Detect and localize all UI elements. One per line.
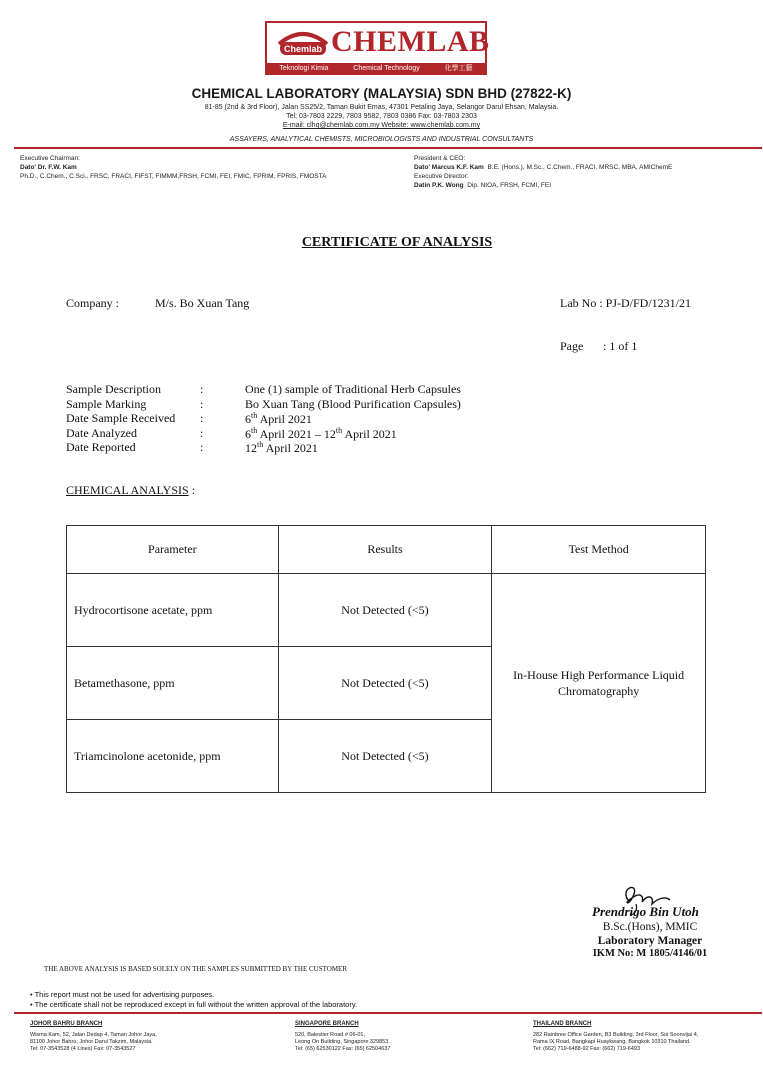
logo-bar-text-1: Teknologi Kimia — [279, 64, 329, 72]
branch-line: Rama IX Road, Bangkapi Huaykwang, Bangkok 10310 Thailand. — [533, 1039, 691, 1045]
branch-johor — [30, 1021, 157, 1053]
footer-note-1: • This report must not be used for advertising purposes. — [30, 990, 215, 999]
logo-mark-text: Chemlab — [283, 44, 323, 54]
sample-description-value: One (1) sample of Traditional Herb Capsules — [245, 382, 461, 396]
ceo-block — [414, 154, 672, 190]
signatory-role: Laboratory Manager — [597, 935, 703, 947]
column-header-method: Test Method — [492, 526, 706, 574]
method-line-2: Chromatography — [557, 684, 640, 698]
footer-divider — [14, 1012, 762, 1014]
column-header-parameter: Parameter — [67, 526, 279, 574]
colon: : — [200, 440, 204, 454]
ceo-quals: B.E. (Hons.), M.Sc., C.Chem., FRACI, MRSC, MBA, AMIChemE — [487, 164, 673, 171]
table-row — [67, 574, 706, 647]
footer-note-2: • The certificate shall not be reproduced except in full without the written approval of the laboratory. — [30, 1000, 358, 1009]
branch-line: 81100 Johor Bahru, Johor Darul Takzim, Malaysia. — [30, 1039, 153, 1045]
company-name: CHEMICAL LABORATORY (MALAYSIA) SDN BHD (27822-K) — [191, 86, 572, 101]
date-reported-label: Date Reported — [66, 440, 136, 454]
branch-line: Tel: 07-3543528 (4 Lines) Fax: 07-3543527 — [30, 1046, 136, 1052]
result-cell: Not Detected (<5) — [278, 574, 492, 647]
date-received-label: Date Sample Received — [66, 411, 176, 425]
table-header-row — [67, 526, 706, 574]
logo-bar — [267, 63, 485, 73]
chemlab-mark-icon — [277, 28, 329, 58]
sample-marking-label: Sample Marking — [66, 397, 147, 411]
exec-director-quals: Dip. NIOA, FRSH, FCMI, FEI — [467, 182, 552, 189]
branch-title: THAILAND BRANCH — [533, 1021, 592, 1027]
branch-title: JOHOR BAHRU BRANCH — [30, 1021, 103, 1027]
colon: : — [200, 411, 204, 425]
signatory-name: Prendrigo Bin Utoh — [592, 904, 699, 919]
sample-marking-value: Bo Xuan Tang (Blood Purification Capsules) — [245, 397, 461, 411]
branch-title: SINGAPORE BRANCH — [295, 1021, 359, 1027]
parameter-cell: Triamcinolone acetonide, ppm — [67, 720, 279, 793]
company-phone: Tel: 03-7803 2229, 7803 9582, 7803 0386 Fax: 03-7803 2303 — [286, 113, 477, 120]
method-line-1: In-House High Performance Liquid — [513, 668, 685, 682]
ceo-title: President & CEO: — [414, 155, 466, 162]
lab-number: Lab No : PJ-D/FD/1231/21 — [560, 296, 692, 310]
result-cell: Not Detected (<5) — [278, 720, 492, 793]
company-tagline: ASSAYERS, ANALYTICAL CHEMISTS, MICROBIOLOGISTS AND INDUSTRIAL CONSULTANTS — [229, 136, 534, 143]
branch-line: Leong On Building, Singapore 329853. — [295, 1039, 390, 1045]
logo-wordmark: CHEMLAB — [331, 25, 490, 58]
exec-chairman-quals: Ph.D., C.Chem., C.Sci., FRSC, FRACI, FIFST, FIMMM,FRSH, FCMI, FEI, FMIC, FPRIM, FPRIS, FMOSTA — [20, 173, 327, 180]
footer-notes — [30, 990, 357, 1010]
branch-singapore — [295, 1021, 390, 1053]
colon: : — [200, 382, 204, 396]
sample-description-label: Sample Description — [66, 382, 161, 396]
page-value: : 1 of 1 — [603, 339, 638, 353]
colon: : — [200, 397, 204, 411]
logo-bar-text-3: 化學工藝 — [444, 65, 473, 72]
company-email-web[interactable]: E-mail: clhq@chemlab.com.my Website: www.chemlab.com.my — [282, 122, 481, 129]
branch-thailand — [533, 1021, 698, 1053]
date-received-value: 6th April 2021 — [245, 411, 312, 426]
page-label: Page — [560, 339, 584, 353]
executive-chairman-block — [20, 154, 326, 181]
signatory-quals: B.Sc.(Hons), MMIC — [602, 921, 698, 933]
logo-top — [267, 23, 490, 63]
date-reported-value: 12th April 2021 — [245, 440, 318, 455]
exec-chairman-title: Executive Chairman: — [20, 155, 80, 162]
header-divider — [14, 147, 762, 149]
ceo-name: Dato' Marcus K.F. Kam — [414, 164, 484, 171]
analysis-table — [66, 525, 706, 793]
company-value: M/s. Bo Xuan Tang — [155, 296, 250, 310]
footer-disclaimer: THE ABOVE ANALYSIS IS BASED SOLELY ON THE SAMPLES SUBMITTED BY THE CUSTOMER — [44, 965, 347, 973]
date-analyzed-value: 6th April 2021 – 12th April 2021 — [245, 426, 397, 441]
date-analyzed-label: Date Analyzed — [66, 426, 137, 440]
signatory-ikm: IKM No: M 1805/4146/01 — [592, 948, 708, 959]
company-label: Company : — [66, 296, 119, 310]
branch-line: Tel: (662) 719-6488-92 Fax: (662) 719-6493 — [533, 1046, 641, 1052]
exec-director-name: Datin P.K. Wong — [414, 182, 464, 189]
exec-director-title: Executive Director: — [414, 173, 469, 180]
chemlab-logo — [265, 21, 490, 75]
parameter-cell: Betamethasone, ppm — [67, 647, 279, 720]
exec-chairman-name: Dato' Dr. F.W. Kam — [20, 164, 77, 171]
company-address: 81-85 (2nd & 3rd Floor), Jalan SS25/2, Taman Bukit Emas, 47301 Petaling Jaya, Selangor Darul Ehsan, Malaysia. — [204, 104, 559, 111]
colon: : — [200, 426, 204, 440]
parameter-cell: Hydrocortisone acetate, ppm — [67, 574, 279, 647]
branch-line: Wisma Kam, 52, Jalan Dedap 4, Taman Johor Jaya, — [30, 1032, 157, 1038]
column-header-results: Results — [278, 526, 492, 574]
branch-line: 520, Balestier Road # 06-01, — [295, 1032, 366, 1038]
logo-bar-text-2: Chemical Technology — [353, 64, 420, 72]
chemical-analysis-heading: CHEMICAL ANALYSIS : — [66, 483, 196, 497]
result-cell: Not Detected (<5) — [278, 647, 492, 720]
branch-line: Tel: (65) 62530122 Fax: (65) 62504637 — [295, 1046, 391, 1052]
test-method-cell — [492, 574, 706, 793]
certificate-title: CERTIFICATE OF ANALYSIS — [301, 235, 493, 250]
branch-line: 282 Rainbree Office Garden, B3 Building, 3rd Floor, Soi Soonvijai 4, — [533, 1032, 699, 1038]
